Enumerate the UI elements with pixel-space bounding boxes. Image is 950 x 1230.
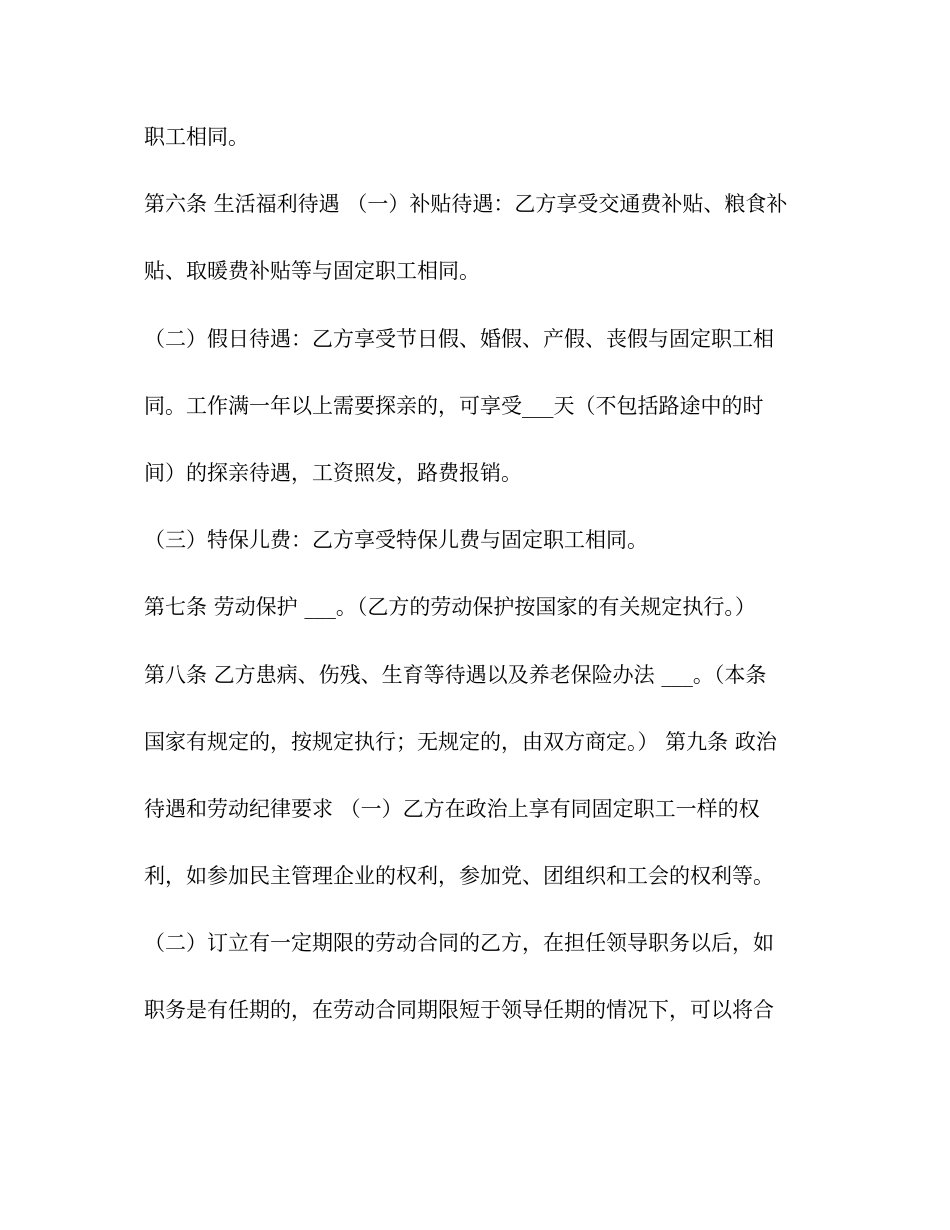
document-body bbox=[144, 125, 824, 1066]
text-line: 职务是有任期的，在劳动合同期限短于领导任期的情况下，可以将合 bbox=[144, 998, 774, 1023]
text-line: 第七条 劳动保护 ___。（乙方的劳动保护按国家的有关规定执行。） bbox=[144, 595, 756, 620]
text-line: 利，如参加民主管理企业的权利，参加党、团组织和工会的权利等。 bbox=[144, 864, 774, 889]
text-line: 第六条 生活福利待遇 （一）补贴待遇：乙方享受交通费补贴、粮食补 bbox=[144, 192, 788, 217]
text-line: 间）的探亲待遇，工资照发，路费报销。 bbox=[144, 460, 522, 485]
text-line: 贴、取暖费补贴等与固定职工相同。 bbox=[144, 259, 480, 284]
text-line: 同。工作满一年以上需要探亲的，可享受___天（不包括路途中的时 bbox=[144, 393, 764, 418]
text-line: 第八条 乙方患病、伤残、生育等待遇以及养老保险办法 ___。（本条 bbox=[144, 662, 767, 687]
text-line: 职工相同。 bbox=[144, 125, 249, 149]
text-line: （三）特保儿费：乙方享受特保儿费与固定职工相同。 bbox=[144, 528, 648, 553]
text-line: 待遇和劳动纪律要求 （一）乙方在政治上享有同固定职工一样的权 bbox=[144, 796, 760, 821]
text-line: （二）假日待遇：乙方享受节日假、婚假、产假、丧假与固定职工相 bbox=[144, 326, 774, 351]
text-line: （二）订立有一定期限的劳动合同的乙方，在担任领导职务以后，如 bbox=[144, 931, 774, 956]
text-line: 国家有规定的，按规定执行；无规定的，由双方商定。） 第九条 政治 bbox=[144, 729, 777, 754]
